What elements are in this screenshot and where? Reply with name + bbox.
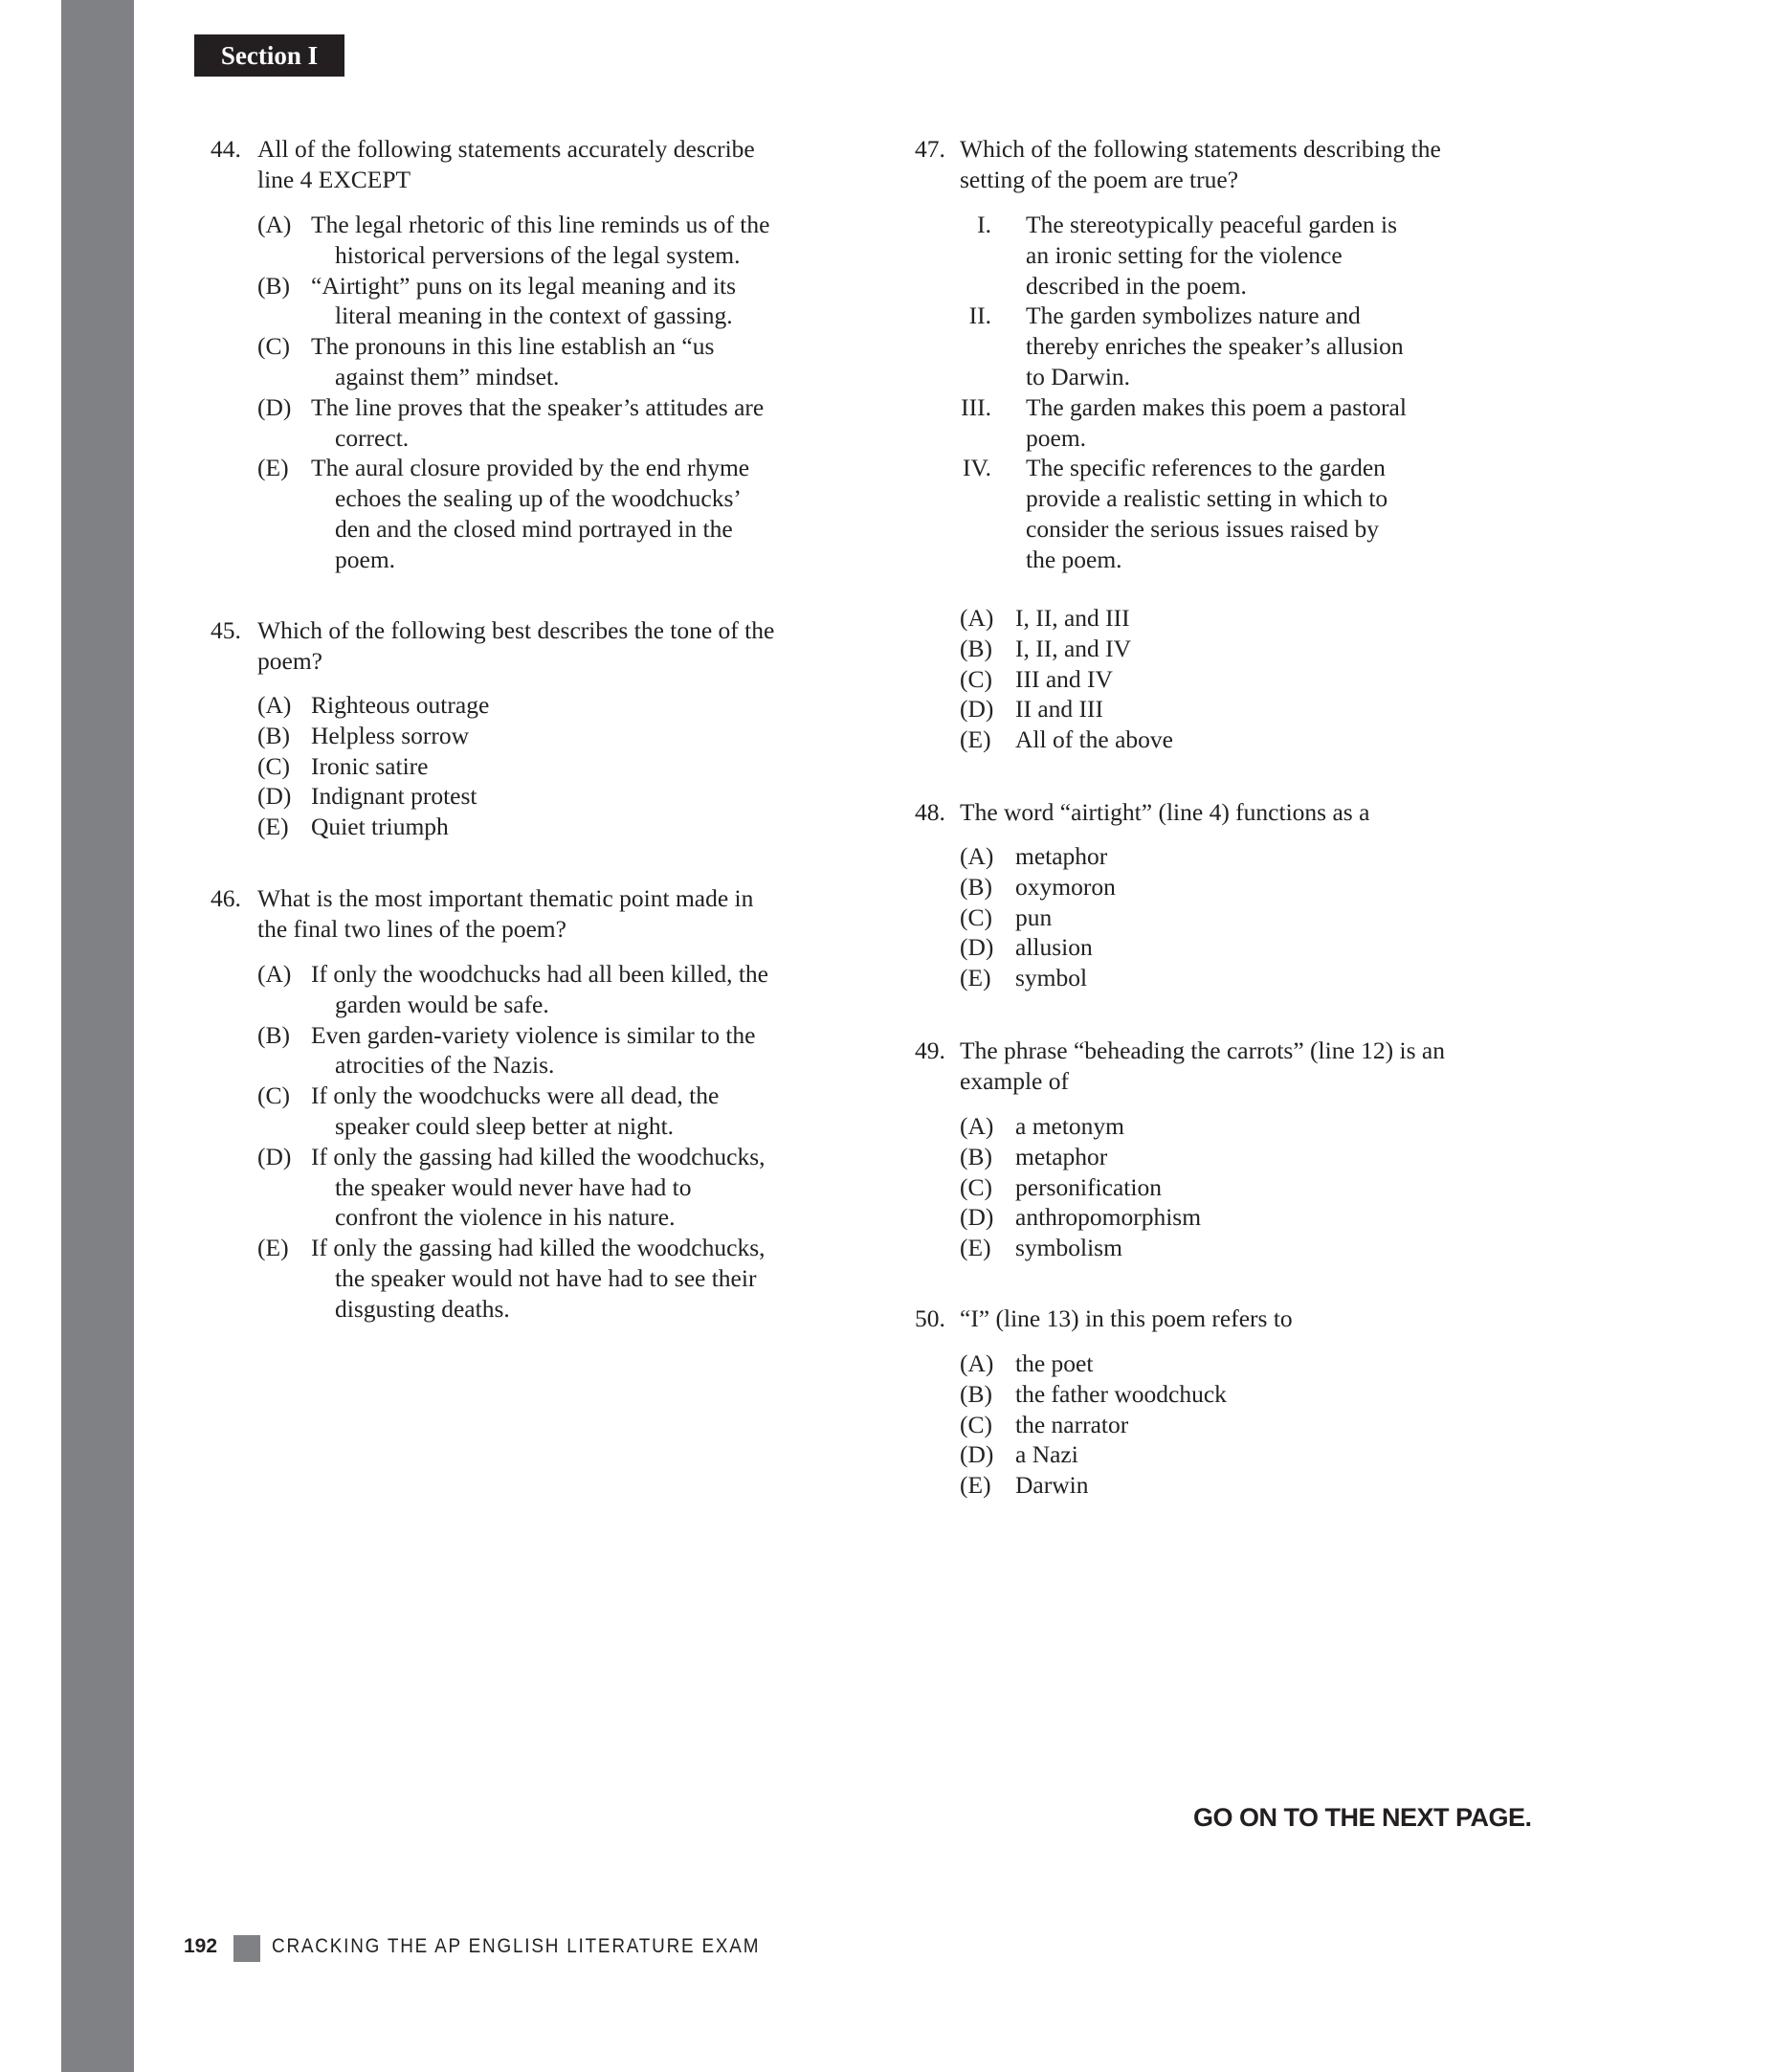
page-number: 192 bbox=[184, 1935, 218, 1957]
option-text-line: The pronouns in this line establish an “us bbox=[311, 332, 715, 361]
option-label: (A) bbox=[257, 960, 292, 988]
option-label: (D) bbox=[257, 1142, 292, 1170]
option-text-line: symbol bbox=[1015, 964, 1088, 992]
option-label: (A) bbox=[257, 211, 292, 238]
option-text-line: Darwin bbox=[1015, 1471, 1089, 1500]
option-text-line: correct. bbox=[335, 423, 410, 452]
option-label: (C) bbox=[960, 1410, 992, 1438]
question-number: 46. bbox=[211, 884, 241, 912]
question-number: 45. bbox=[211, 616, 241, 644]
option-label: (C) bbox=[960, 902, 992, 931]
option-text-line: the father woodchuck bbox=[1015, 1379, 1227, 1408]
option-label: (E) bbox=[960, 725, 991, 754]
option-text-line: “Airtight” puns on its legal meaning and its bbox=[311, 271, 737, 300]
option-label: (B) bbox=[257, 1020, 290, 1049]
option-text-line: oxymoron bbox=[1015, 872, 1116, 901]
question-stem-line: The word “airtight” (line 4) functions as a bbox=[960, 798, 1370, 826]
option-label: (B) bbox=[960, 1379, 992, 1408]
question-stem-line: All of the following statements accurately describe bbox=[257, 135, 755, 163]
statement-line: to Darwin. bbox=[1026, 363, 1131, 390]
option-text-line: the speaker would never have had to bbox=[335, 1172, 692, 1201]
question-number: 44. bbox=[211, 135, 241, 163]
option-text-line: personification bbox=[1015, 1172, 1162, 1201]
statement-line: The stereotypically peaceful garden is bbox=[1026, 211, 1397, 238]
option-text-line: the poet bbox=[1015, 1349, 1094, 1377]
option-text-line: the narrator bbox=[1015, 1410, 1129, 1438]
statement-line: provide a realistic setting in which to bbox=[1026, 484, 1388, 513]
option-text-line: Helpless sorrow bbox=[311, 721, 470, 749]
option-label: (E) bbox=[257, 454, 289, 482]
option-text-line: Quiet triumph bbox=[311, 813, 449, 841]
option-label: (C) bbox=[960, 1172, 992, 1201]
option-text-line: echoes the sealing up of the woodchucks’ bbox=[335, 484, 742, 513]
option-label: (B) bbox=[960, 872, 992, 901]
option-label: (E) bbox=[257, 813, 289, 841]
statement-line: described in the poem. bbox=[1026, 271, 1247, 300]
option-text-line: atrocities of the Nazis. bbox=[335, 1051, 555, 1080]
option-text-line: If only the woodchucks were all dead, the bbox=[311, 1081, 720, 1110]
option-text-line: anthropomorphism bbox=[1015, 1203, 1202, 1232]
question-stem-line: example of bbox=[960, 1066, 1069, 1095]
question-stem-line: the final two lines of the poem? bbox=[257, 914, 566, 943]
option-text-line: I, II, and III bbox=[1015, 604, 1130, 632]
book-title: CRACKING THE AP ENGLISH LITERATURE EXAM bbox=[272, 1935, 761, 1957]
option-label: (D) bbox=[257, 392, 292, 421]
option-label: (E) bbox=[960, 1234, 991, 1262]
question-number: 47. bbox=[915, 135, 945, 163]
option-label: (E) bbox=[960, 964, 991, 992]
option-text-line: garden would be safe. bbox=[335, 990, 549, 1018]
option-text-line: All of the above bbox=[1015, 725, 1173, 754]
option-text-line: metaphor bbox=[1015, 842, 1108, 870]
option-label: (B) bbox=[257, 721, 290, 749]
option-text-line: I, II, and IV bbox=[1015, 634, 1132, 662]
option-label: (A) bbox=[257, 691, 292, 719]
option-text-line: speaker could sleep better at night. bbox=[335, 1112, 675, 1140]
question-stem-line: The phrase “beheading the carrots” (line 12) is an bbox=[960, 1036, 1445, 1064]
option-text-line: a Nazi bbox=[1015, 1440, 1078, 1469]
option-text-line: If only the gassing had killed the woodchucks, bbox=[311, 1142, 766, 1170]
option-text-line: Ironic satire bbox=[311, 751, 429, 780]
question-number: 49. bbox=[915, 1036, 945, 1064]
statement-numeral: II. bbox=[968, 301, 991, 330]
section-label: Section I bbox=[194, 34, 344, 77]
option-text-line: a metonym bbox=[1015, 1112, 1125, 1140]
option-text-line: pun bbox=[1015, 902, 1053, 931]
option-text-line: If only the woodchucks had all been killed, the bbox=[311, 960, 768, 988]
statement-numeral: IV. bbox=[963, 454, 991, 482]
option-text-line: disgusting deaths. bbox=[335, 1294, 510, 1323]
option-text-line: The line proves that the speaker’s attitudes are bbox=[311, 392, 765, 421]
footer-square bbox=[233, 1935, 260, 1962]
option-label: (B) bbox=[960, 1142, 992, 1170]
option-text-line: confront the violence in his nature. bbox=[335, 1203, 676, 1232]
statement-line: The garden symbolizes nature and bbox=[1026, 301, 1361, 330]
option-label: (B) bbox=[257, 271, 290, 300]
question-stem-line: Which of the following best describes the tone of the bbox=[257, 616, 775, 644]
option-text-line: against them” mindset. bbox=[335, 363, 560, 390]
option-label: (D) bbox=[960, 695, 994, 724]
statement-numeral: III. bbox=[961, 392, 991, 421]
option-text-line: Even garden-variety violence is similar to the bbox=[311, 1020, 756, 1049]
statement-line: The garden makes this poem a pastoral bbox=[1026, 392, 1407, 421]
question-stem-line: “I” (line 13) in this poem refers to bbox=[960, 1304, 1293, 1332]
statement-line: consider the serious issues raised by bbox=[1026, 515, 1379, 543]
option-text-line: Indignant protest bbox=[311, 782, 477, 811]
option-label: (C) bbox=[257, 332, 290, 361]
option-text-line: Righteous outrage bbox=[311, 691, 490, 719]
option-text-line: the speaker would not have had to see their bbox=[335, 1264, 757, 1292]
question-stem-line: poem? bbox=[257, 646, 322, 675]
option-label: (D) bbox=[960, 933, 994, 962]
option-text-line: The legal rhetoric of this line reminds us of the bbox=[311, 211, 770, 238]
statement-line: The specific references to the garden bbox=[1026, 454, 1386, 482]
option-text-line: literal meaning in the context of gassing. bbox=[335, 301, 733, 330]
question-number: 50. bbox=[915, 1304, 945, 1332]
statement-line: poem. bbox=[1026, 423, 1087, 452]
option-label: (D) bbox=[960, 1440, 994, 1469]
option-label: (A) bbox=[960, 604, 994, 632]
statement-numeral: I. bbox=[977, 211, 991, 238]
option-text-line: historical perversions of the legal system. bbox=[335, 240, 741, 269]
statement-line: the poem. bbox=[1026, 545, 1122, 573]
page-edge-bar bbox=[61, 0, 134, 2072]
option-label: (C) bbox=[960, 664, 992, 693]
question-stem-line: What is the most important thematic point made in bbox=[257, 884, 754, 912]
question-stem-line: line 4 EXCEPT bbox=[257, 165, 411, 193]
option-text-line: poem. bbox=[335, 545, 396, 573]
question-stem-line: setting of the poem are true? bbox=[960, 165, 1239, 193]
option-label: (C) bbox=[257, 751, 290, 780]
option-text-line: metaphor bbox=[1015, 1142, 1108, 1170]
option-label: (A) bbox=[960, 1112, 994, 1140]
option-label: (D) bbox=[257, 782, 292, 811]
option-text-line: III and IV bbox=[1015, 664, 1113, 693]
option-text-line: If only the gassing had killed the woodchucks, bbox=[311, 1234, 766, 1262]
statement-line: an ironic setting for the violence bbox=[1026, 240, 1343, 269]
option-label: (C) bbox=[257, 1081, 290, 1110]
option-label: (E) bbox=[960, 1471, 991, 1500]
option-text-line: allusion bbox=[1015, 933, 1093, 962]
option-label: (A) bbox=[960, 1349, 994, 1377]
question-stem-line: Which of the following statements describing the bbox=[960, 135, 1441, 163]
option-text-line: II and III bbox=[1015, 695, 1104, 724]
option-label: (D) bbox=[960, 1203, 994, 1232]
option-text-line: The aural closure provided by the end rhyme bbox=[311, 454, 750, 482]
option-text-line: den and the closed mind portrayed in the bbox=[335, 515, 733, 543]
question-number: 48. bbox=[915, 798, 945, 826]
statement-line: thereby enriches the speaker’s allusion bbox=[1026, 332, 1404, 361]
option-label: (A) bbox=[960, 842, 994, 870]
go-on-notice: GO ON TO THE NEXT PAGE. bbox=[1193, 1803, 1532, 1832]
option-label: (B) bbox=[960, 634, 992, 662]
option-label: (E) bbox=[257, 1234, 289, 1262]
option-text-line: symbolism bbox=[1015, 1234, 1122, 1262]
